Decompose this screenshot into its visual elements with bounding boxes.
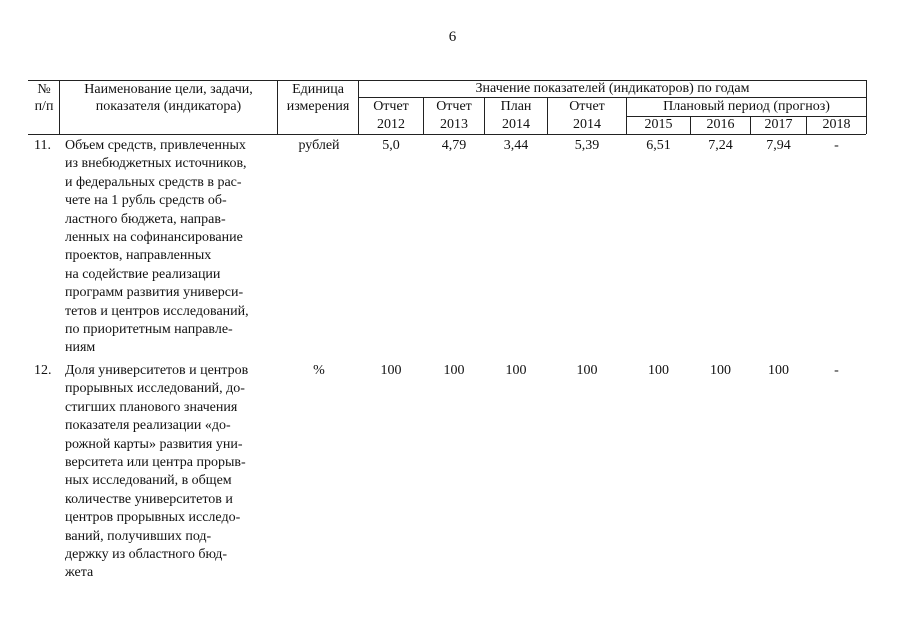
value-plan-2018: -	[834, 363, 839, 378]
row-name	[65, 137, 275, 358]
value-plan-2016: 100	[710, 363, 731, 378]
row-name-line: количестве университетов и	[65, 491, 233, 507]
row-name-line: ластного бюджета, направ-	[65, 211, 226, 227]
row-name-line: ваний, получивших под-	[65, 528, 212, 544]
header-bottom-border	[28, 134, 866, 135]
row-number: 11.	[34, 138, 51, 153]
value-report-2014: 100	[576, 363, 598, 378]
row-name-line: проектов, направленных	[65, 248, 212, 264]
row-name-line: жета	[65, 565, 94, 581]
header-plan-year-2015: 2015	[644, 117, 673, 132]
value-report-2012: 100	[380, 363, 402, 378]
value-plan-2018: -	[834, 138, 839, 153]
header-plan-period: Плановый период (прогноз)	[663, 99, 830, 114]
row-name-line: стигших планового значения	[65, 399, 238, 415]
row-name-line: ниям	[65, 340, 96, 356]
value-report-2012: 5,0	[382, 138, 400, 153]
header-plan-year-2017: 2017	[764, 117, 793, 132]
values-group-divider	[358, 97, 866, 98]
row-name-line: по приоритетным направле-	[65, 322, 233, 338]
header-col-label-plan-2014: План	[500, 99, 532, 114]
row-number: 12.	[34, 363, 52, 378]
row-name-line: и федеральных средств в рас-	[65, 174, 242, 190]
row-name-line: центров прорывных исследо-	[65, 510, 241, 526]
header-col-label-2013: Отчет	[436, 99, 472, 114]
row-name-line: держку из областного бюд-	[65, 547, 227, 563]
row-name-line: программ развития универси-	[65, 285, 244, 301]
value-plan-2016: 7,24	[708, 138, 733, 153]
row-name-line: тетов и центров исследований,	[65, 303, 249, 319]
row-name-line: ных исследований, в общем	[65, 473, 232, 489]
value-report-2013: 100	[443, 363, 465, 378]
header-values-group: Значение показателей (индикаторов) по годам	[475, 81, 750, 96]
row-name-line: ленных на софинансирование	[65, 230, 243, 246]
page-number: 6	[448, 29, 457, 45]
value-plan-2015: 100	[648, 363, 669, 378]
header-name: Наименование цели, задачи, показателя (индикатора)	[84, 82, 253, 114]
row-name-line: Доля университетов и центров	[65, 363, 249, 378]
row-name-line: из внебюджетных источников,	[65, 156, 247, 172]
header-col-label-2012: Отчет	[373, 99, 409, 114]
header-col-year-2013: 2013	[440, 117, 468, 132]
row-name-line: прорывных исследований, до-	[65, 381, 245, 397]
row-unit: рублей	[298, 138, 340, 153]
value-plan-2017: 100	[768, 363, 789, 378]
row-name-line: Объем средств, привлеченных	[65, 138, 246, 153]
row-name-line: на содействие реализации	[65, 266, 221, 282]
row-unit: %	[313, 363, 325, 378]
header-num: № п/п	[34, 82, 54, 114]
value-report-2013: 4,79	[441, 138, 467, 153]
row-name-line: чете на 1 рубль средств об-	[65, 193, 227, 209]
header-plan-year-2018: 2018	[822, 117, 851, 132]
header-plan-year-2016: 2016	[706, 117, 735, 132]
value-plan-2014: 100	[505, 363, 527, 378]
row-name-line: рожной карты» развития уни-	[65, 436, 243, 452]
row-name-line: показателя реализации «до-	[65, 418, 231, 434]
value-plan-2014: 3,44	[503, 138, 529, 153]
value-plan-2015: 6,51	[646, 138, 671, 153]
row-name	[65, 362, 275, 583]
table-right-border	[866, 80, 867, 134]
row-name-line: верситета или центра прорыв-	[65, 455, 246, 471]
value-plan-2017: 7,94	[766, 138, 791, 153]
header-col-year-report-2014: 2014	[573, 117, 601, 132]
header-col-year-plan-2014: 2014	[502, 117, 530, 132]
header-unit: Единица измерения	[286, 82, 350, 114]
header-col-year-2012: 2012	[377, 117, 405, 132]
value-report-2014: 5,39	[574, 138, 600, 153]
header-col-label-report-2014: Отчет	[569, 99, 605, 114]
